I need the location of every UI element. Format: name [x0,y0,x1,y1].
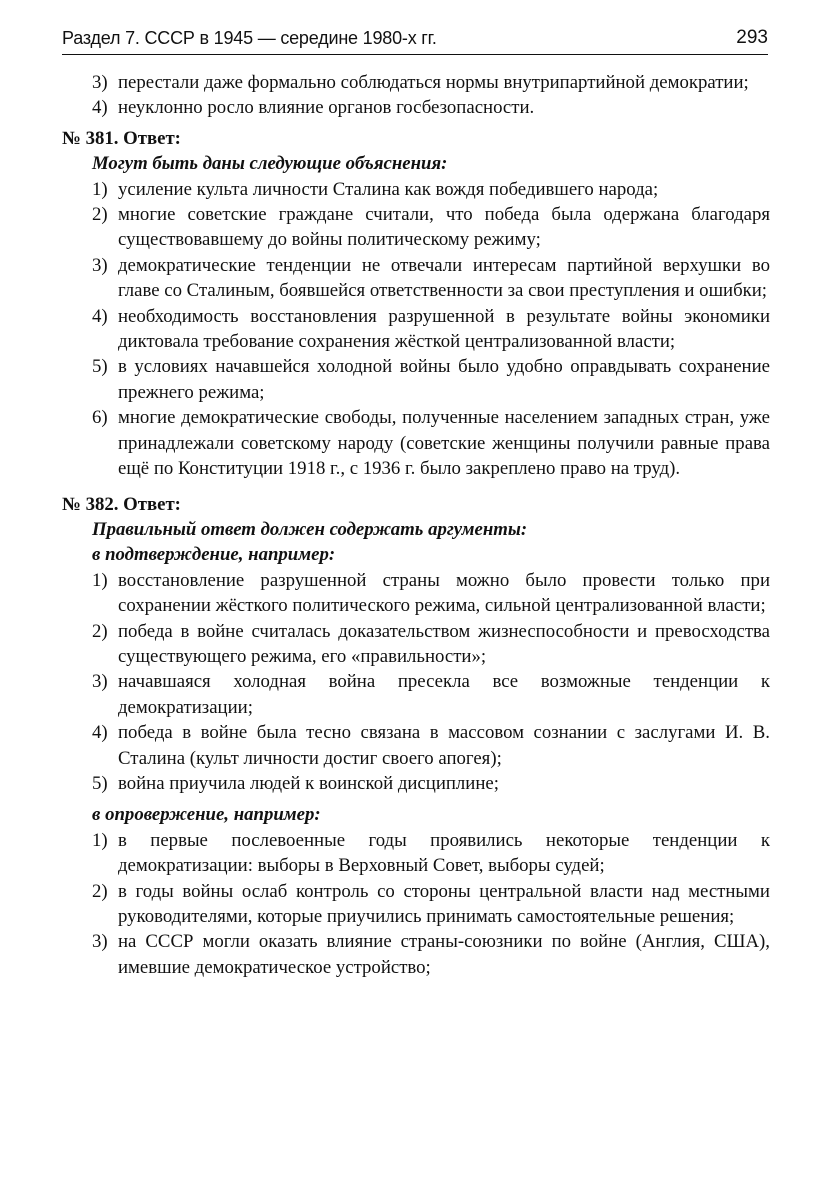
list-item [62,304,770,355]
item-text: многие советские граждане считали, что победа была одержана благодаря существовавшему до войны политическому режиму; [118,204,770,251]
item-text: начавшаяся холодная война пресекла все возможные тенденции к демократизации; [118,671,770,718]
item-number: 2) [92,620,108,642]
list-item [62,405,770,481]
answer-381-subheading: Могут быть даны следующие объяснения: [92,153,448,175]
item-number: 4) [92,97,108,119]
list-item [62,879,770,930]
chapter-title: Раздел 7. СССР в 1945 — середине 1980-х гг. [62,28,437,48]
item-text: усиление культа личности Сталина как вождя победившего народа; [118,178,659,200]
item-number: 5) [92,772,108,794]
answer-382-heading: № 382. Ответ: [62,493,181,515]
item-text: победа в войне считалась доказательством жизнеспособности и превосходства существующего режима, его «правильности»; [118,620,770,667]
list-item [62,771,770,796]
answer-381-list [62,177,770,482]
list-item [62,202,770,253]
confirm-heading: в подтверждение, например: [92,544,336,566]
page-number: 293 [736,27,768,48]
item-text: в первые послевоенные годы проявились некоторые тенденции к демократизации: выборы в Верховный Совет, выборы судей; [118,829,770,877]
list-item [62,177,770,202]
item-text: многие демократические свободы, полученные населением западных стран, уже принадлежали советскому народу (советские женщины получили равные права ещё по Конституции 1918 г., с 1936 г. было закреплено право на труд). [118,407,770,480]
running-header [62,24,768,55]
list-item [62,568,770,619]
list-item [62,70,770,95]
list-item [62,828,770,879]
item-number: 3) [92,671,108,693]
item-text: победа в войне была тесно связана в массовом сознании с заслугами И. В. Сталина (культ личности достиг своего апогея); [118,722,770,769]
list-item [62,253,770,304]
item-text: восстановление разрушенной страны можно было провести только при сохранении жёсткого политического режима, сильной централизованной власти; [118,569,770,617]
item-number: 3) [92,254,108,276]
item-number: 2) [92,880,108,902]
list-item [62,929,770,980]
refute-heading: в опровержение, например: [92,804,321,826]
list-item [62,619,770,670]
confirm-list [62,568,770,797]
answer-382-subheading: Правильный ответ должен содержать аргументы: [92,518,528,540]
item-number: 4) [92,722,108,744]
item-number: 3) [92,72,108,93]
item-number: 5) [92,356,108,378]
item-number: 1) [92,178,108,200]
list-item [62,95,770,120]
intro-list [62,70,770,121]
item-text: перестали даже формально соблюдаться нормы внутрипартийной демократии; [118,72,749,93]
item-text: война приучила людей к воинской дисциплине; [118,772,499,794]
item-number: 1) [92,829,108,851]
item-text: необходимость восстановления разрушенной в результате войны экономики диктовала требование сохранения жёсткой централизованной власти; [118,305,770,353]
refute-list [62,828,770,980]
list-item [62,720,770,771]
list-item [62,669,770,720]
item-text: демократические тенденции не отвечали интересам партийной верхушки во главе со Сталиным, боявшейся ответственности за свои преступления и ошибки; [118,254,770,302]
item-number: 2) [92,204,108,226]
item-number: 6) [92,407,108,429]
item-number: 3) [92,931,108,953]
list-item [62,354,770,405]
answer-381-heading: № 381. Ответ: [62,127,181,149]
item-text: неуклонно росло влияние органов госбезопасности. [118,97,535,119]
item-number: 4) [92,305,108,327]
item-text: в условиях начавшейся холодной войны было удобно оправдывать сохранение прежнего режима; [118,356,770,403]
item-number: 1) [92,569,108,591]
item-text: в годы войны ослаб контроль со стороны центральной власти над местными руководителями, которые приучились принимать самостоятельные решения; [118,880,770,927]
item-text: на СССР могли оказать влияние страны-союзники по войне (Англия, США), имевшие демократическое устройство; [118,931,770,978]
page-body [62,70,770,980]
